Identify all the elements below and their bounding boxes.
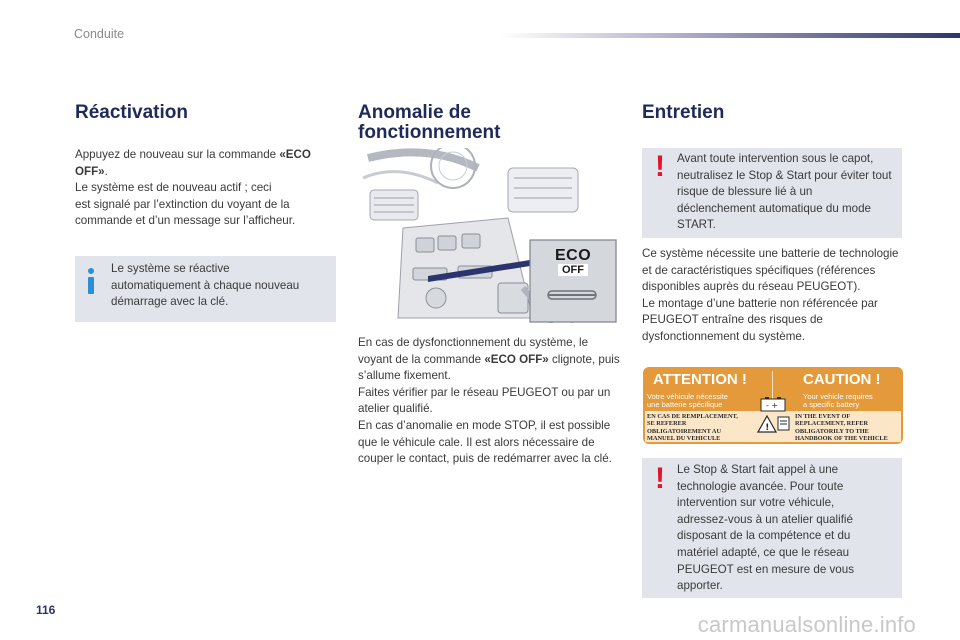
battery-icon [759,396,789,412]
eco-button-label-top: ECO [555,247,592,264]
label-right-sub-2: a specific battery [803,400,860,409]
warning-box-2-text: Le Stop & Start fait appel à une technologie avancée. Pour toute intervention sur votre véhicule, adressez-vous à un atelier qualifié disposant de la compétence et du matériel adapté, ce que le réseau PEUGEOT est en mesure de vous apporter. [677,463,854,593]
reactivation-body-intro: Appuyez de nouveau sur la commande [75,148,280,161]
label-left-sub-2: une batterie spécifique [647,400,723,409]
label-left-small-3: OBLIGATOIREMENT AU [647,427,722,435]
label-right-heading: CAUTION ! [803,371,881,388]
anomalie-body-start: En cas de dysfonctionnement du système, le voyant de la commande [358,336,589,366]
reactivation-line-1: Le système est de nouveau actif ; ceci [75,181,272,195]
svg-text:- +: - + [766,401,779,410]
reactivation-body-end: . [104,164,108,178]
label-left-heading: ATTENTION ! [653,371,747,388]
anomalie-body-end: clignote, puis s’allume fixement. [358,352,620,383]
svg-text:!: ! [765,423,770,433]
info-box [75,256,336,322]
anomalie-line-1: Faites vérifier par le réseau PEUGEOT ou par un atelier qualifié. [358,385,611,416]
anomalie-title-line-1: Anomalie de [358,102,471,123]
header-bar [500,33,960,38]
section-header: Conduite [74,27,125,41]
label-left-sub-1: Votre véhicule nécessite [647,392,728,401]
label-right-small-3: OBLIGATORILY TO THE [795,427,869,435]
label-left-small-2: SE REFERER [647,420,687,428]
anomalie-title-line-2: fonctionnement [358,122,501,143]
entretien-line-2: Le montage d’une batterie non référencée par PEUGEOT entraîne des risques de dysfonctionnement du système. [642,296,878,343]
entretien-body [642,246,902,346]
manual-icon [777,415,791,431]
reactivation-line-3: commande et d’un message sur l’afficheur. [75,214,296,228]
label-left-small [647,413,755,443]
label-right-small-2: REPLACEMENT, REFER [795,420,869,428]
warning-box-1 [642,148,902,238]
anomalie-body [358,335,620,468]
battery-label [643,367,903,444]
label-left-small-4: MANUEL DU VEHICULE [647,435,721,443]
anomalie-title [358,103,501,143]
page-number: 116 [36,603,56,617]
eco-button-label-bottom: OFF [558,264,588,276]
exclamation-icon-2: ! [655,462,665,495]
warning-triangle-icon [757,415,777,433]
dashboard-illustration [358,148,620,323]
warning-box-2 [642,458,902,598]
warning-box-1-text: Avant toute intervention sous le capot, neutralisez le Stop & Start pour éviter tout risque de blessure lié à un déclenchement automatique du mode START. [677,152,892,232]
label-right-sub-1: Your vehicle requires [803,392,873,401]
exclamation-icon: ! [655,150,665,183]
anomalie-line-2: En cas d’anomalie en mode STOP, il est possible que le véhicule cale. Il est alors nécessaire de couper le contact, puis de redémarrer avec la clé. [358,418,612,466]
reactivation-line-2: est signalé par l’extinction du voyant de la [75,197,290,211]
info-icon [85,268,97,296]
reactivation-body-bold: «ECO OFF» [75,148,311,178]
label-right-small-4: HANDBOOK OF THE VEHICLE [795,435,888,443]
label-left-small-1: EN CAS DE REMPLACEMENT, [647,413,738,420]
entretien-line-1: Ce système nécessite une batterie de technologie et de caractéristiques spécifiques (références disponibles auprès du réseau PEUGEOT). [642,247,899,294]
info-box-text: Le système se réactive automatiquement à chaque nouveau démarrage avec la clé. [111,262,300,309]
reactivation-body [75,147,330,230]
watermark: carmanualsonline.info [697,612,916,637]
label-right-small-1: IN THE EVENT OF [795,413,851,420]
reactivation-title: Réactivation [75,102,188,123]
anomalie-body-bold: «ECO OFF» [484,352,549,366]
entretien-title: Entretien [642,102,725,123]
label-right-small [795,413,901,443]
